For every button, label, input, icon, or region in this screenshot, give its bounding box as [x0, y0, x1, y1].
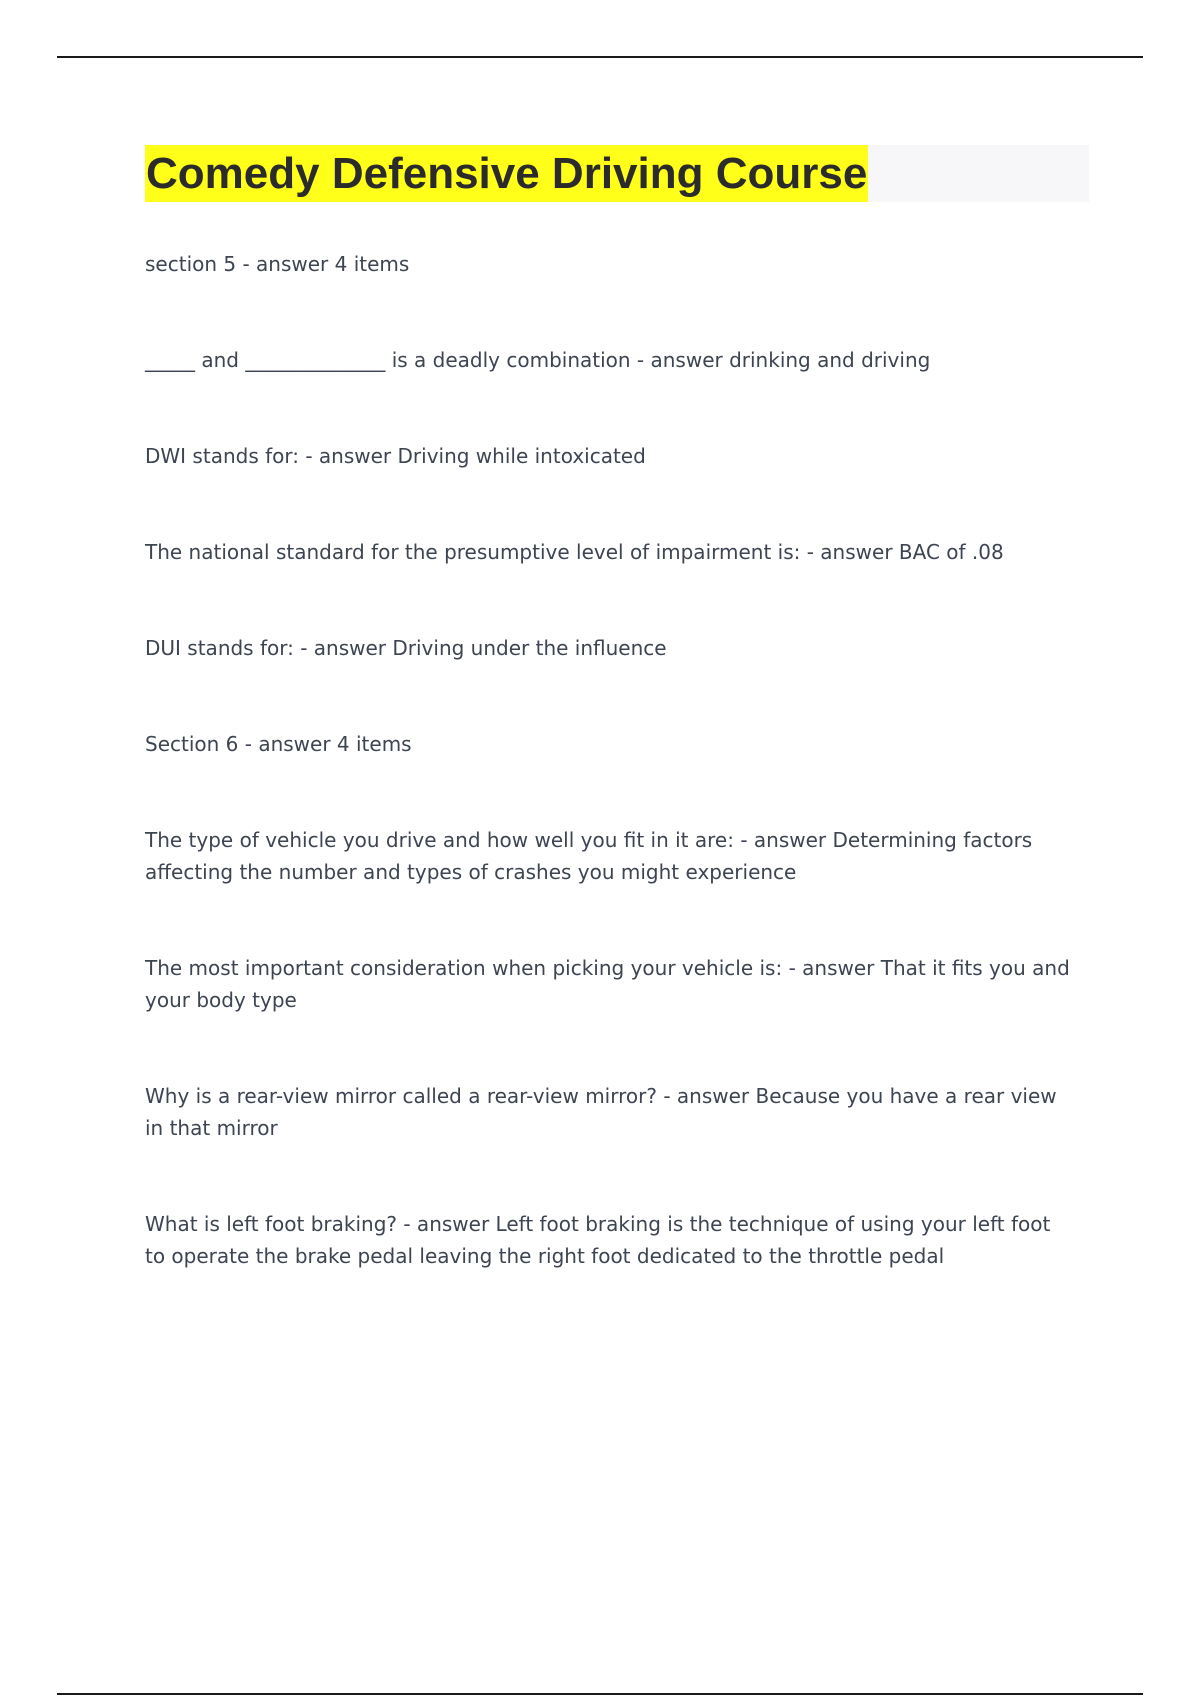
section-heading-5: section 5 - answer 4 items — [145, 252, 410, 276]
top-rule — [57, 56, 1143, 58]
section-heading-6: Section 6 - answer 4 items — [145, 732, 412, 756]
qa-item: The national standard for the presumptive level of impairment is: - answer BAC of .08 — [145, 540, 1004, 564]
document-body — [145, 248, 1075, 1336]
document-title: Comedy Defensive Driving Course — [145, 145, 868, 202]
qa-item: The type of vehicle you drive and how well you fit in it are: - answer Determining factors affecting the number and types of crashes you might experience — [145, 828, 1033, 884]
qa-item: Why is a rear-view mirror called a rear-view mirror? - answer Because you have a rear view in that mirror — [145, 1084, 1057, 1140]
qa-item: DWI stands for: - answer Driving while intoxicated — [145, 444, 646, 468]
qa-item: What is left foot braking? - answer Left foot braking is the technique of using your left foot to operate the brake pedal leaving the right foot dedicated to the throttle pedal — [145, 1212, 1051, 1268]
qa-item: _____ and ______________ is a deadly combination - answer drinking and driving — [145, 348, 931, 372]
bottom-rule — [57, 1693, 1143, 1695]
qa-item: The most important consideration when picking your vehicle is: - answer That it fits you and your body type — [145, 956, 1070, 1012]
qa-item: DUI stands for: - answer Driving under the influence — [145, 636, 667, 660]
